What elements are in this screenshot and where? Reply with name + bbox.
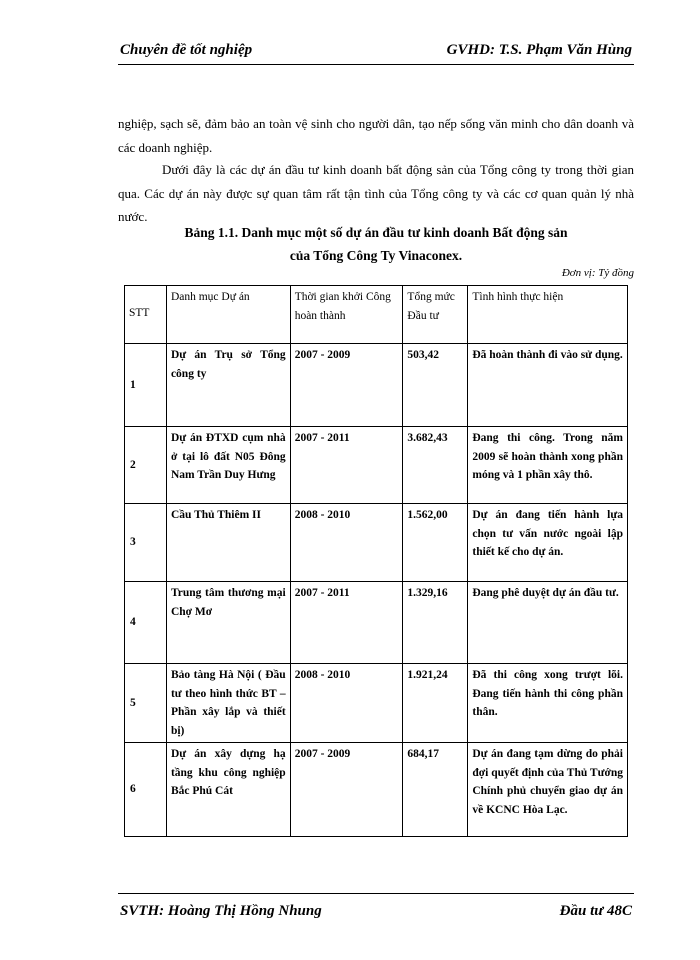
row-time: 2008 - 2010	[290, 664, 403, 743]
projects-table	[124, 285, 628, 837]
unit-label: Đơn vị: Tỷ đồng	[561, 267, 634, 279]
row-total: 1.921,24	[403, 664, 468, 743]
table-row	[125, 427, 628, 504]
paragraph-2: Dưới đây là các dự án đầu tư kinh doanh bất động sản của Tổng công ty trong thời gian qua. Các dự án này được sự quan tâm rất tận tình của Tổng công ty và các cơ quan quản lý nhà nước.	[118, 162, 634, 224]
row-stt: 5	[125, 664, 167, 743]
row-total: 3.682,43	[403, 427, 468, 504]
table-caption-line2: của Tổng Công Ty Vinaconex.	[289, 248, 463, 263]
row-status: Đang phê duyệt dự án đầu tư.	[468, 582, 628, 664]
table-caption-line1: Bảng 1.1. Danh mục một số dự án đầu tư kinh doanh Bất động sản	[184, 225, 568, 240]
row-stt: 6	[125, 743, 167, 837]
paragraph-1: nghiệp, sạch sẽ, đảm bảo an toàn vệ sinh cho người dân, tạo nếp sống văn minh cho dân doanh và các doanh nghiệp.	[118, 116, 634, 155]
header-rule	[118, 64, 634, 65]
header-right: GVHD: T.S. Phạm Văn Hùng	[446, 42, 632, 58]
row-total: 503,42	[403, 344, 468, 427]
row-total: 1.562,00	[403, 504, 468, 582]
footer-left: SVTH: Hoàng Thị Hồng Nhung	[120, 903, 322, 919]
row-status: Đã thi công xong trượt lõi. Đang tiến hành thi công phần thân.	[468, 664, 628, 743]
row-status: Dự án đang tạm dừng do phải đợi quyết định của Thủ Tướng Chính phủ chuyển giao dự án về KCNC Hòa Lạc.	[468, 743, 628, 837]
row-stt: 2	[125, 427, 167, 504]
table-row	[125, 504, 628, 582]
table-row	[125, 582, 628, 664]
header-left: Chuyên đề tốt nghiệp	[120, 42, 253, 58]
row-project-name: Dự án ĐTXD cụm nhà ở tại lô đất N05 Đông Nam Trần Duy Hưng	[166, 427, 290, 504]
row-stt: 3	[125, 504, 167, 582]
row-project-name: Bảo tàng Hà Nội ( Đầu tư theo hình thức BT – Phần xây lắp và thiết bị)	[166, 664, 290, 743]
row-project-name: Cầu Thủ Thiêm II	[166, 504, 290, 582]
row-stt: 4	[125, 582, 167, 664]
table-header-row	[125, 286, 628, 344]
header-stt: STT	[125, 286, 167, 344]
row-status: Đang thi công. Trong năm 2009 sẽ hoàn thành xong phần móng và 1 phần xây thô.	[468, 427, 628, 504]
table-row	[125, 743, 628, 837]
row-status: Dự án đang tiến hành lựa chọn tư vấn nước ngoài lập thiết kế cho dự án.	[468, 504, 628, 582]
header-time: Thời gian khởi Công hoàn thành	[290, 286, 403, 344]
footer-rule	[118, 893, 634, 894]
row-project-name: Trung tâm thương mại Chợ Mơ	[166, 582, 290, 664]
row-time: 2008 - 2010	[290, 504, 403, 582]
row-time: 2007 - 2011	[290, 582, 403, 664]
header-total: Tổng mức Đầu tư	[403, 286, 468, 344]
row-total: 1.329,16	[403, 582, 468, 664]
row-status: Đã hoàn thành đi vào sử dụng.	[468, 344, 628, 427]
row-time: 2007 - 2009	[290, 344, 403, 427]
row-time: 2007 - 2009	[290, 743, 403, 837]
table-row	[125, 664, 628, 743]
footer-right: Đầu tư 48C	[559, 903, 632, 919]
header-project-name: Danh mục Dự án	[166, 286, 290, 344]
row-stt: 1	[125, 344, 167, 427]
header-status: Tình hình thực hiện	[468, 286, 628, 344]
row-project-name: Dự án xây dựng hạ tầng khu công nghiệp Bắc Phú Cát	[166, 743, 290, 837]
row-project-name: Dự án Trụ sở Tổng công ty	[166, 344, 290, 427]
row-total: 684,17	[403, 743, 468, 837]
row-time: 2007 - 2011	[290, 427, 403, 504]
table-row	[125, 344, 628, 427]
